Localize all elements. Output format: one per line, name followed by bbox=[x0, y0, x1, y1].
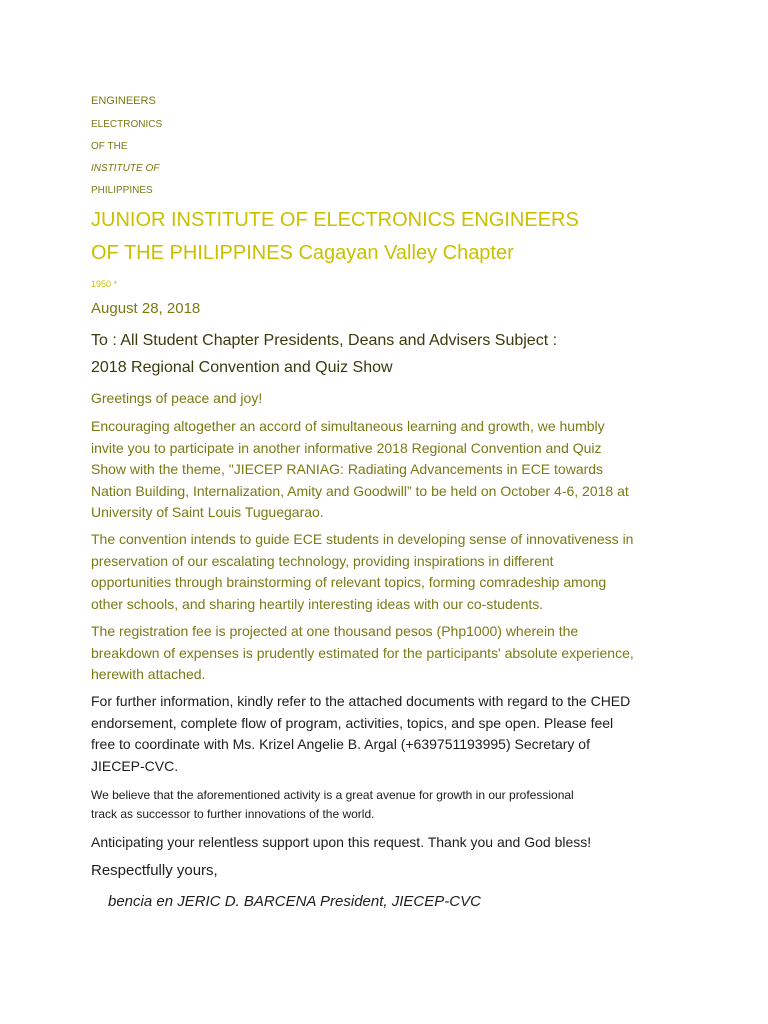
paragraph-line: The convention intends to guide ECE students in developing sense of innovativeness in bbox=[91, 531, 634, 547]
org-line-philippines: PHILIPPINES bbox=[91, 185, 153, 196]
paragraph-line: track as successor to further innovations of the world. bbox=[91, 807, 375, 821]
org-line-electronics: ELECTRONICS bbox=[91, 119, 163, 130]
paragraph-line: The registration fee is projected at one thousand pesos (Php1000) wherein the bbox=[91, 623, 579, 639]
paragraph-line: preservation of our escalating technology, providing inspirations in different bbox=[91, 552, 554, 569]
paragraph-line: herewith attached. bbox=[91, 666, 206, 682]
chapter-title-line-1: JUNIOR INSTITUTE OF ELECTRONICS ENGINEERS bbox=[91, 209, 579, 231]
paragraph-line: endorsement, complete flow of program, activities, topics, and spe open. Please feel bbox=[91, 714, 614, 731]
org-line-institute-of: INSTITUTE OF bbox=[91, 163, 160, 174]
paragraph-invitation bbox=[91, 416, 629, 524]
paragraph-line: JIECEP-CVC. bbox=[91, 757, 179, 774]
paragraph-line: opportunities through brainstorming of relevant topics, forming comradeship among bbox=[91, 574, 607, 590]
org-line-engineers: ENGINEERS bbox=[91, 95, 156, 107]
paragraph-line: breakdown of expenses is prudently estimated for the participants' absolute experience, bbox=[91, 644, 634, 661]
org-line-of-the: OF THE bbox=[91, 141, 128, 152]
paragraph-line: other schools, and sharing heartily interesting ideas with our co-students. bbox=[91, 595, 544, 612]
letter-date: August 28, 2018 bbox=[91, 300, 201, 317]
paragraph-purpose bbox=[91, 529, 633, 615]
paragraph-line: University of Saint Louis Tuguegarao. bbox=[91, 504, 324, 520]
paragraph-line: Encouraging altogether an accord of simultaneous learning and growth, we humbly bbox=[91, 418, 605, 434]
subject-line-2: 2018 Regional Convention and Quiz Show bbox=[91, 359, 393, 376]
greeting: Greetings of peace and joy! bbox=[91, 390, 263, 406]
paragraph-line: Show with the theme, "JIECEP RANIAG: Radiating Advancements in ECE towards bbox=[91, 461, 604, 477]
paragraph-line: For further information, kindly refer to the attached documents with regard to the CHED bbox=[91, 693, 631, 709]
subject-line-1: To : All Student Chapter Presidents, Deans and Advisers Subject : bbox=[91, 332, 558, 349]
paragraph-line: We believe that the aforementioned activity is a great avenue for growth in our professional bbox=[91, 788, 574, 802]
closing-line: Anticipating your relentless support upon this request. Thank you and God bless! bbox=[91, 834, 592, 850]
paragraph-information bbox=[91, 691, 630, 777]
paragraph-line: free to coordinate with Ms. Krizel Angelie B. Argal (+639751193995) Secretary of bbox=[91, 736, 590, 752]
paragraph-belief bbox=[91, 786, 574, 824]
paragraph-line: Nation Building, Internalization, Amity and Goodwill” to be held on October 4-6, 2018 at bbox=[91, 482, 629, 499]
paragraph-registration bbox=[91, 621, 634, 686]
signature: bencia en JERIC D. BARCENA President, JIECEP-CVC bbox=[108, 893, 481, 910]
valediction: Respectfully yours, bbox=[91, 862, 218, 879]
paragraph-line: invite you to participate in another informative 2018 Regional Convention and Quiz bbox=[91, 439, 602, 456]
year-mark: 1950 * bbox=[91, 279, 118, 289]
chapter-title-line-2: OF THE PHILIPPINES Cagayan Valley Chapter bbox=[91, 242, 514, 264]
